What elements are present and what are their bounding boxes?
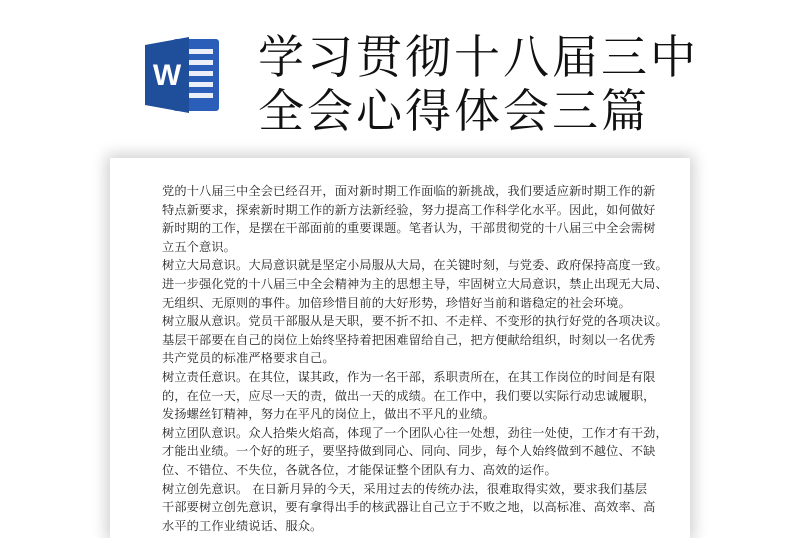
text-line: 树立大局意识。大局意识就是坚定小局服从大局，在关键时刻，与党委、政府保持高度一致。 (162, 258, 668, 273)
word-logo-letter: W (152, 59, 182, 92)
text-line: 发扬螺丝钉精神，努力在平凡的岗位上，做出不平凡的业绩。 (162, 407, 496, 422)
title-line-2: 全会心得体会三篇 (258, 84, 650, 138)
word-app-icon (143, 35, 223, 115)
text-line: 树立创先意识。 在日新月异的今天，采用过去的传统办法，很难取得实效，要求我们基层 (162, 481, 648, 496)
title-line-1: 学习贯彻十八届三中 (258, 30, 699, 84)
header (0, 0, 800, 150)
text-line: 进一步强化党的十八届三中全会精神为主的思想主导，牢固树立大局意识，禁止出现无大局、 (162, 276, 668, 291)
text-line: 无组织、无原则的事件。加倍珍惜目前的大好形势，珍惜好当前和谐稳定的社会环境。 (162, 295, 631, 310)
text-line: 树立责任意识。在其位，谋其政，作为一名干部，系职责所在，在其工作岗位的时间是有限 (162, 369, 656, 384)
document-body (162, 182, 668, 535)
document-page (110, 158, 690, 538)
text-line: 位、不错位、不失位，各就各位，才能保证整个团队有力、高效的运作。 (162, 462, 557, 477)
page-title (258, 30, 778, 138)
text-line: 立五个意识。 (162, 239, 237, 254)
text-line: 新时期的工作，是摆在干部面前的重要课题。笔者认为，干部贯彻党的十八届三中全会需树 (162, 221, 656, 236)
text-line: 特点新要求，探索新时期工作的新方法新经验，努力提高工作科学化水平。因此，如何做好 (162, 202, 656, 217)
text-line: 的，在位一天，应尽一天的责，做出一天的成绩。在工作中，我们要以实际行动忠诚履职， (162, 388, 656, 403)
text-line: 党的十八届三中全会已经召开，面对新时期工作面临的新挑战，我们要适应新时期工作的新 (162, 184, 656, 198)
text-line: 树立团队意识。众人拾柴火焰高，体现了一个团队心往一处想，劲往一处使，工作才有干劲， (162, 425, 668, 440)
text-line: 基层干部要在自己的岗位上始终坚持着把困难留给自己，把方便献给组织，时刻以一名优秀 (162, 332, 656, 347)
text-line: 才能出业绩。一个好的班子，要坚持做到同心、同向、同步，每个人始终做到不越位、不缺 (162, 444, 656, 459)
text-line: 树立服从意识。党员干部服从是天职，要不折不扣、不走样、不变形的执行好党的各项决议。 (162, 314, 668, 329)
text-line: 水平的工作业绩说话、服众。 (162, 518, 323, 533)
text-line: 干部要树立创先意识，要有拿得出手的核武器让自己立于不败之地，以高标准、高效率、高 (162, 500, 656, 515)
text-line: 共产党员的标准严格要求自己。 (162, 351, 335, 366)
